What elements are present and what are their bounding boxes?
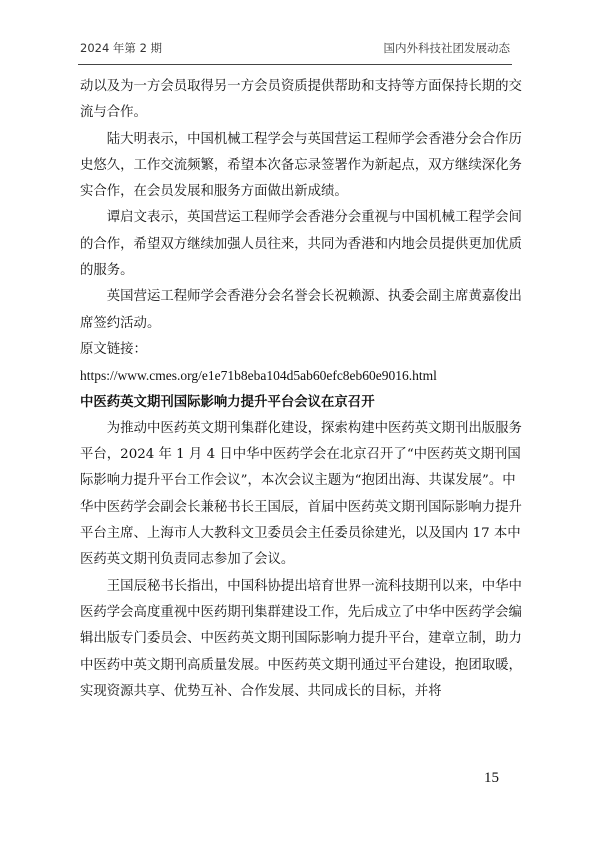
- source-link-label: 原文链接：: [80, 341, 147, 357]
- page-number: 15: [484, 770, 499, 786]
- source-link-url[interactable]: https://www.cmes.org/e1e71b8eba104d5ab60efc8eb60e9016.html: [80, 368, 437, 384]
- paragraph-meeting-intro: 为推动中医药英文期刊集群化建设，探索构建中医药英文期刊出版服务平台，2024 年 1 月 4 日中华中医药学会在北京召开了“中医药英文期刊国际影响力提升平台工作会议”，本次会议主题为“抱团出海、共谋发展”。中华中医药学会副会长兼秘书长王国辰，首届中医药英文期刊国际影响力提升平台主席、上海市人大教科文卫委员会主任委员徐建光，以及国内 17 本中医药英文期刊负责同志参加了会议。: [80, 420, 522, 568]
- paragraph-tan-qiwen: 谭启文表示，英国营运工程师学会香港分会重视与中国机械工程学会间的合作，希望双方继续加强人员往来，共同为香港和内地会员提供更加优质的服务。: [80, 210, 522, 279]
- issue-label: 2024 年第 2 期: [80, 41, 163, 55]
- paragraph-wang-guochen: 王国辰秘书长指出，中国科协提出培育世界一流科技期刊以来，中华中医药学会高度重视中医药期刊集群建设工作，先后成立了中华中医药学会编辑出版专门委员会、中医药英文期刊国际影响力提升平台，建章立制，助力中医药中英文期刊高质量发展。中医药英文期刊通过平台建设，抱团取暖，实现资源共享、优势互补、合作发展、共同成长的目标，并将: [80, 578, 522, 699]
- section-heading: 中医药英文期刊国际影响力提升平台会议在京召开: [80, 394, 375, 410]
- paragraph-continuation: 动以及为一方会员取得另一方会员资质提供帮助和支持等方面保持长期的交流与合作。: [80, 79, 522, 121]
- paragraph-attendees: 英国营运工程师学会香港分会名誉会长祝赖源、执委会副主席黄嘉俊出席签约活动。: [80, 289, 522, 331]
- paragraph-lu-daming: 陆大明表示，中国机械工程学会与英国营运工程师学会香港分会合作历史悠久，工作交流频繁，希望本次备忘录签署作为新起点，双方继续深化务实合作，在会员发展和服务方面做出新成绩。: [80, 131, 522, 200]
- header-rule: [78, 64, 512, 65]
- article-body: [80, 74, 522, 705]
- journal-title: 国内外科技社团发展动态: [383, 41, 510, 55]
